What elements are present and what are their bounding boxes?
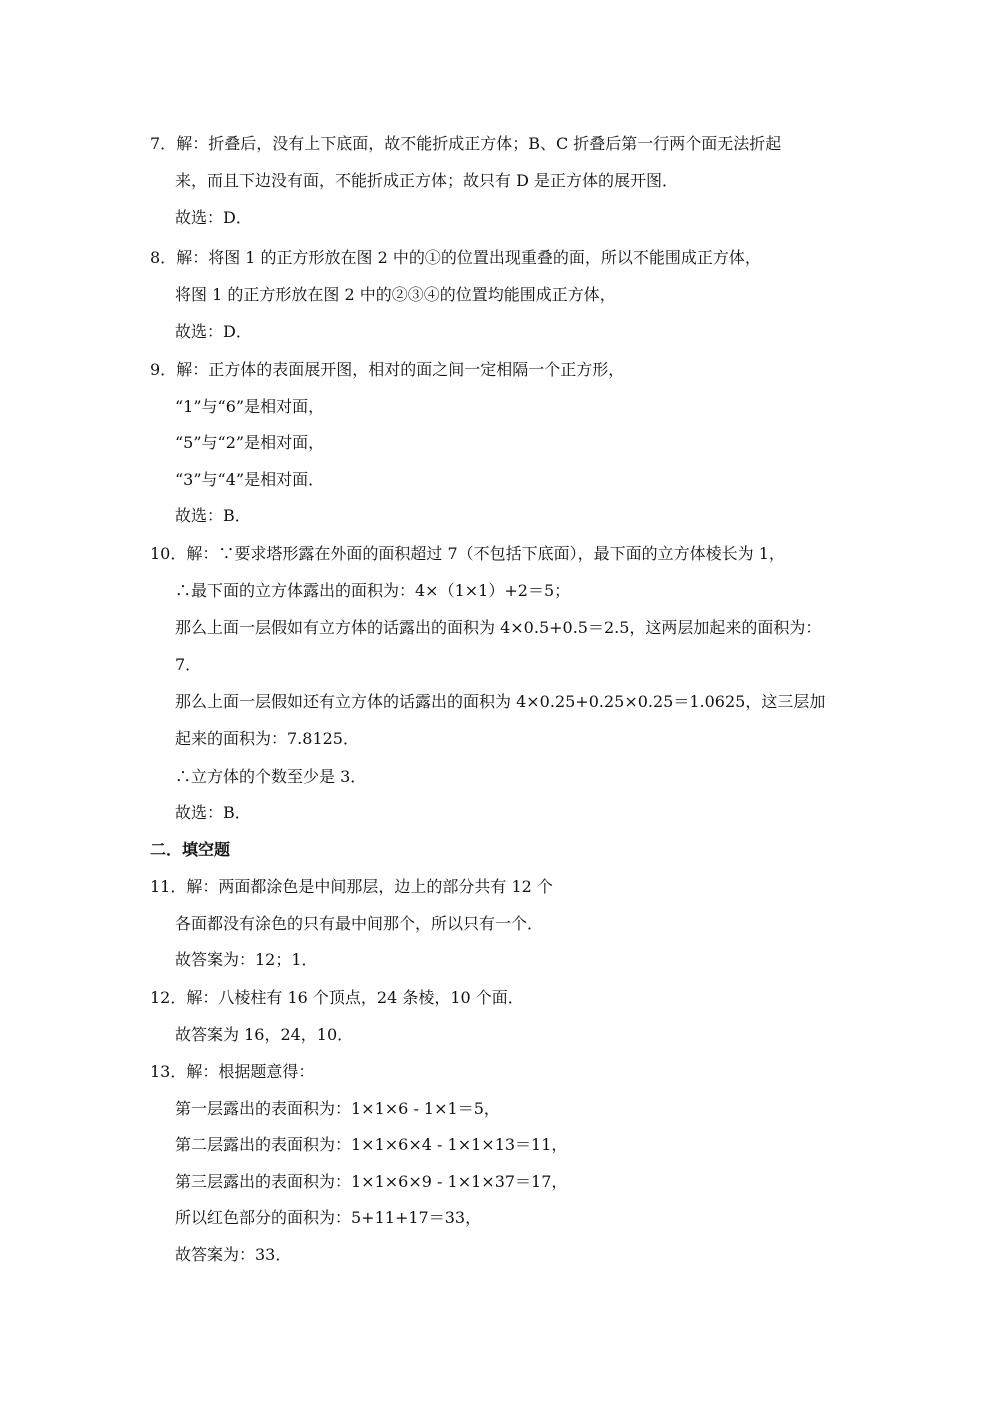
q9-line-1	[150, 360, 624, 380]
question-number: 13．	[150, 1062, 187, 1081]
answer-text: 解：正方体的表面展开图，相对的面之间一定相隔一个正方形，	[176, 360, 625, 379]
q11-line-2: 各面都没有涂色的只有最中间那个，所以只有一个．	[175, 914, 544, 933]
question-number: 7．	[150, 134, 177, 153]
q10-line-4: 7．	[175, 655, 202, 674]
q13-line-4: 第三层露出的表面积为：1×1×6×9 - 1×1×37＝17，	[175, 1172, 568, 1191]
q12-line-1	[150, 988, 524, 1008]
section-heading-fill-in: 二．填空题	[150, 840, 231, 859]
question-number: 12．	[150, 988, 187, 1007]
q7-line-2: 来，而且下边没有面，不能折成正方体；故只有 D 是正方体的展开图．	[175, 171, 679, 190]
q13-line-3: 第二层露出的表面积为：1×1×6×4 - 1×1×13＝11，	[175, 1135, 568, 1154]
question-number: 8．	[150, 248, 177, 267]
q7-line-1	[150, 134, 781, 154]
q10-line-1	[150, 544, 785, 564]
q11-line-1	[150, 877, 553, 897]
q7-line-3: 故选：D．	[175, 208, 252, 227]
answer-text: 解：八棱柱有 16 个顶点，24 条棱，10 个面．	[186, 988, 524, 1007]
question-number: 10．	[150, 544, 187, 563]
q9-line-3: “5”与“2”是相对面，	[175, 433, 325, 452]
q10-line-6: 起来的面积为：7.8125．	[175, 729, 359, 748]
q8-line-3: 故选：D．	[175, 322, 252, 341]
q8-line-2: 将图 1 的正方形放在图 2 中的②③④的位置均能围成正方体，	[175, 285, 616, 304]
q10-line-7: ∴立方体的个数至少是 3．	[175, 767, 367, 786]
q10-line-8: 故选：B．	[175, 803, 251, 822]
answer-text: 解：将图 1 的正方形放在图 2 中的①的位置出现重叠的面，所以不能围成正方体，	[176, 248, 761, 267]
q10-line-3: 那么上面一层假如有立方体的话露出的面积为 4×0.5+0.5＝2.5，这两层加起来的面积为：	[175, 618, 822, 637]
q9-line-2: “1”与“6”是相对面，	[175, 397, 325, 416]
answer-text: 解：∵要求塔形露在外面的面积超过 7（不包括下底面），最下面的立方体棱长为 1，	[186, 544, 785, 563]
q10-line-5: 那么上面一层假如还有立方体的话露出的面积为 4×0.25+0.25×0.25＝1.0625，这三层加	[175, 692, 826, 711]
answer-text: 解：折叠后，没有上下底面，故不能折成正方体；B、C 折叠后第一行两个面无法折起	[176, 134, 782, 153]
answer-text: 解：根据题意得：	[186, 1062, 315, 1081]
answer-text: 解：两面都涂色是中间那层，边上的部分共有 12 个	[186, 877, 553, 896]
q9-line-5: 故选：B．	[175, 506, 251, 525]
q13-line-5: 所以红色部分的面积为：5+11+17＝33，	[175, 1208, 482, 1227]
q13-line-6: 故答案为：33．	[175, 1245, 292, 1264]
q8-line-1	[150, 248, 761, 268]
question-number: 11．	[150, 877, 187, 896]
question-number: 9．	[150, 360, 177, 379]
q12-line-2: 故答案为 16，24，10．	[175, 1025, 354, 1044]
q13-line-2: 第一层露出的表面积为：1×1×6 - 1×1＝5，	[175, 1099, 500, 1118]
q10-line-2: ∴最下面的立方体露出的面积为：4×（1×1）+2＝5；	[175, 581, 571, 600]
q9-line-4: “3”与“4”是相对面．	[175, 470, 325, 489]
q13-line-1	[150, 1062, 314, 1082]
q11-line-3: 故答案为：12；1．	[175, 950, 318, 969]
